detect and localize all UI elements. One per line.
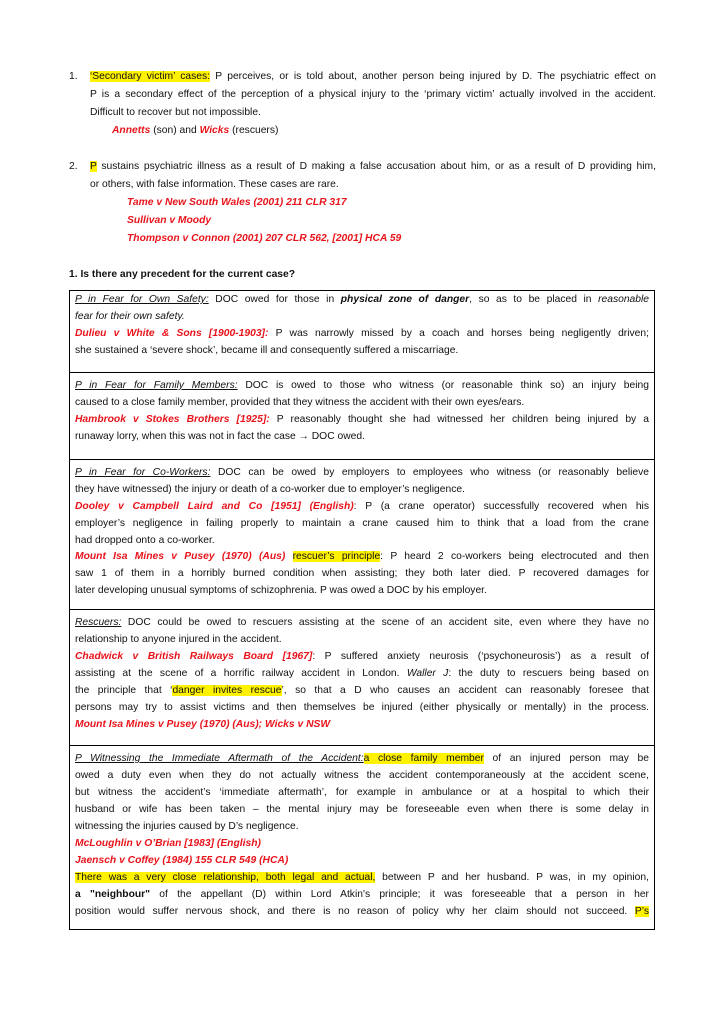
- item2-text: sustains psychiatric illness as a result of D making a false accusation about him, or as a result of D providing him,: [96, 161, 656, 172]
- box2-line4: runaway lorry, when this was not in fact the case → DOC owed.: [75, 431, 365, 442]
- box1-case-text: P was narrowly missed by a coach and horses being negligently driven;: [268, 328, 649, 339]
- box3-title: P in Fear for Co-Workers:: [75, 467, 211, 478]
- row-divider: [69, 745, 655, 746]
- box3-line4: employer’s negligence in failing properly to maintain a crane caused him to think that a load from the crane: [75, 518, 649, 529]
- case-mount-isa: Mount Isa Mines v Pusey (1970) (Aus): [75, 551, 286, 562]
- case-chadwick: Chadwick v British Railways Board [1967]: [75, 651, 313, 662]
- box5-text: position would suffer nervous shock, and there is no reason of policy why her claim should not succeed.: [75, 906, 635, 917]
- box5-line10: [75, 905, 649, 919]
- case-jaensch: Jaensch v Coffey (1984) 155 CLR 549 (HCA): [75, 855, 289, 866]
- box1-text: DOC owed for those in: [208, 294, 341, 305]
- box1-line2: fear for their own safety.: [75, 311, 185, 322]
- box5-text: between P and her husband. P was, in my opinion,: [375, 872, 649, 883]
- box3-line1: [75, 466, 649, 480]
- case-dulieu: Dulieu v White & Sons [1900-1903]:: [75, 328, 269, 339]
- case-sullivan: Sullivan v Moody: [127, 215, 212, 226]
- box5-line1: [75, 752, 649, 766]
- judge-name: Waller J: [406, 668, 449, 679]
- box4-line2: relationship to anyone injured in the accident.: [75, 634, 282, 645]
- box3-case-text: : P heard 2 co-workers being electrocuted and then: [380, 551, 649, 562]
- item1-line2: P is a secondary effect of the perception of a physical injury to the ‘primary victim’ actually involved in the accident.: [90, 89, 656, 100]
- box4-line1: [75, 616, 649, 630]
- box3-text: DOC can be owed by employers to employees who witness (or reasonably believe: [210, 467, 649, 478]
- item1-mid: (son) and: [150, 125, 200, 136]
- box5-line4: husband or wife has been taken – the mental injury may be foreseeable even when there is some delay in: [75, 804, 649, 815]
- box4-line3: [75, 650, 649, 664]
- row-divider: [69, 609, 655, 610]
- box2-line1: [75, 379, 649, 393]
- box1-line4: she sustained a ‘severe shock’, became ill and consequently suffered a miscarriage.: [75, 345, 459, 356]
- box3-line2: they have witnessed) the injury or death of a co-worker due to employer’s negligence.: [75, 484, 465, 495]
- neighbour-bold: a "neighbour": [75, 889, 151, 900]
- case-mcloughlin: McLoughlin v O’Brian [1983] (English): [75, 838, 261, 849]
- box3-line6: [75, 550, 649, 564]
- item1-line3: Difficult to recover but not impossible.: [90, 107, 261, 118]
- box3-line7: saw 1 of them in a horribly burned condition when assisting; they both later died. P recovered damages for: [75, 568, 649, 579]
- danger-invites-rescue-highlight: danger invites rescue: [172, 685, 282, 696]
- item1-cases: [112, 124, 278, 138]
- box3-line3: [75, 500, 649, 514]
- box2-line2: caused to a close family member, provided that they witness the accident with their own eyes/ears.: [75, 397, 525, 408]
- row-divider: [69, 459, 655, 460]
- case-tame: Tame v New South Wales (2001) 211 CLR 317: [127, 197, 347, 208]
- box5-text: of an injured person may be: [483, 753, 649, 764]
- case-thompson: Thompson v Connon (2001) 207 CLR 562, [2001] HCA 59: [127, 233, 402, 244]
- row-divider: [69, 372, 655, 373]
- close-relationship-highlight: There was a very close relationship, both legal and actual,: [75, 872, 376, 883]
- box5-line9: [75, 888, 649, 902]
- box4-text: : the duty to rescuers being based on: [448, 668, 650, 679]
- box3-line5: had dropped onto a co-worker.: [75, 535, 215, 546]
- case-annetts: Annetts: [112, 125, 151, 136]
- box5-title: P Witnessing the Immediate Aftermath of the Accident:: [75, 753, 364, 764]
- item1-end: (rescuers): [229, 125, 279, 136]
- item2-number: 2.: [69, 161, 78, 172]
- box4-text: DOC could be owed to rescuers assisting at the scene of an accident site, even where they have no: [121, 617, 649, 628]
- section-heading: 1. Is there any precedent for the current case?: [69, 269, 296, 280]
- item1-text: P perceives, or is told about, another person being injured by D. The psychiatric effect on: [210, 71, 656, 82]
- item2-line1: [90, 160, 656, 174]
- ps-highlight: P’s: [634, 906, 649, 917]
- box4-text: ’, so that a D who causes an accident can reasonably foresee that: [281, 685, 649, 696]
- case-hambrook: Hambrook v Stokes Brothers [1925]:: [75, 414, 270, 425]
- case-dooley: Dooley v Campbell Laird and Co [1951] (English): [75, 501, 354, 512]
- box4-case-text: : P suffered anxiety neurosis (‘psychoneurosis’) as a result of: [312, 651, 650, 662]
- box5-line8: [75, 871, 649, 885]
- box4-line5: [75, 684, 649, 698]
- item2-line2: or others, with false information. These cases are rare.: [90, 179, 339, 190]
- box4-title: Rescuers:: [75, 617, 122, 628]
- box5-line2: owed a duty even when they do not actually witness the accident contemporaneously at the accident scene,: [75, 770, 649, 781]
- box4-cases: Mount Isa Mines v Pusey (1970) (Aus); Wicks v NSW: [75, 719, 331, 730]
- box4-text: assisting at the scene of a horrific railway accident in London.: [75, 668, 407, 679]
- item2-p: P: [90, 161, 97, 172]
- box3-case-text: : P (a crane operator) successfully recovered when his: [353, 501, 649, 512]
- item1-number: 1.: [69, 71, 78, 82]
- box5-line5: witnessing the injuries caused by D’s negligence.: [75, 821, 299, 832]
- box5-line3: but witness the accident’s ‘immediate aftermath’, for example in ambulance or at a hospital to which their: [75, 787, 649, 798]
- box4-line4: [75, 667, 649, 681]
- close-family-member-highlight: a close family member: [363, 753, 484, 764]
- box1-line1: [75, 293, 649, 307]
- box5-text: of the appellant (D) within Lord Atkin's principle; it was foreseeable that a person in her: [150, 889, 649, 900]
- box1-emphasis: physical zone of danger: [340, 294, 470, 305]
- box2-case-text: P reasonably thought she had witnessed her children being injured by a: [269, 414, 649, 425]
- box1-title: P in Fear for Own Safety:: [75, 294, 209, 305]
- box3-line8: later developing unusual symptoms of schizophrenia. P was owed a DOC by his employer.: [75, 585, 487, 596]
- box4-line6: persons may try to assist victims and then themselves be injured (either physically or mentally) in the process.: [75, 702, 649, 713]
- item1-line1: [90, 70, 656, 84]
- rescuers-principle-highlight: rescuer’s principle: [292, 551, 381, 562]
- box1-text: , so as to be placed in: [469, 294, 599, 305]
- box4-text: the principle that ‘: [75, 685, 173, 696]
- box1-line3: [75, 327, 649, 341]
- item1-term: ‘Secondary victim’ cases:: [90, 71, 211, 82]
- box1-italic: reasonable: [598, 294, 650, 305]
- box2-line3: [75, 413, 649, 427]
- box2-text: DOC is owed to those who witness (or reasonable think so) an injury being: [237, 380, 649, 391]
- case-wicks: Wicks: [199, 125, 230, 136]
- box2-title: P in Fear for Family Members:: [75, 380, 238, 391]
